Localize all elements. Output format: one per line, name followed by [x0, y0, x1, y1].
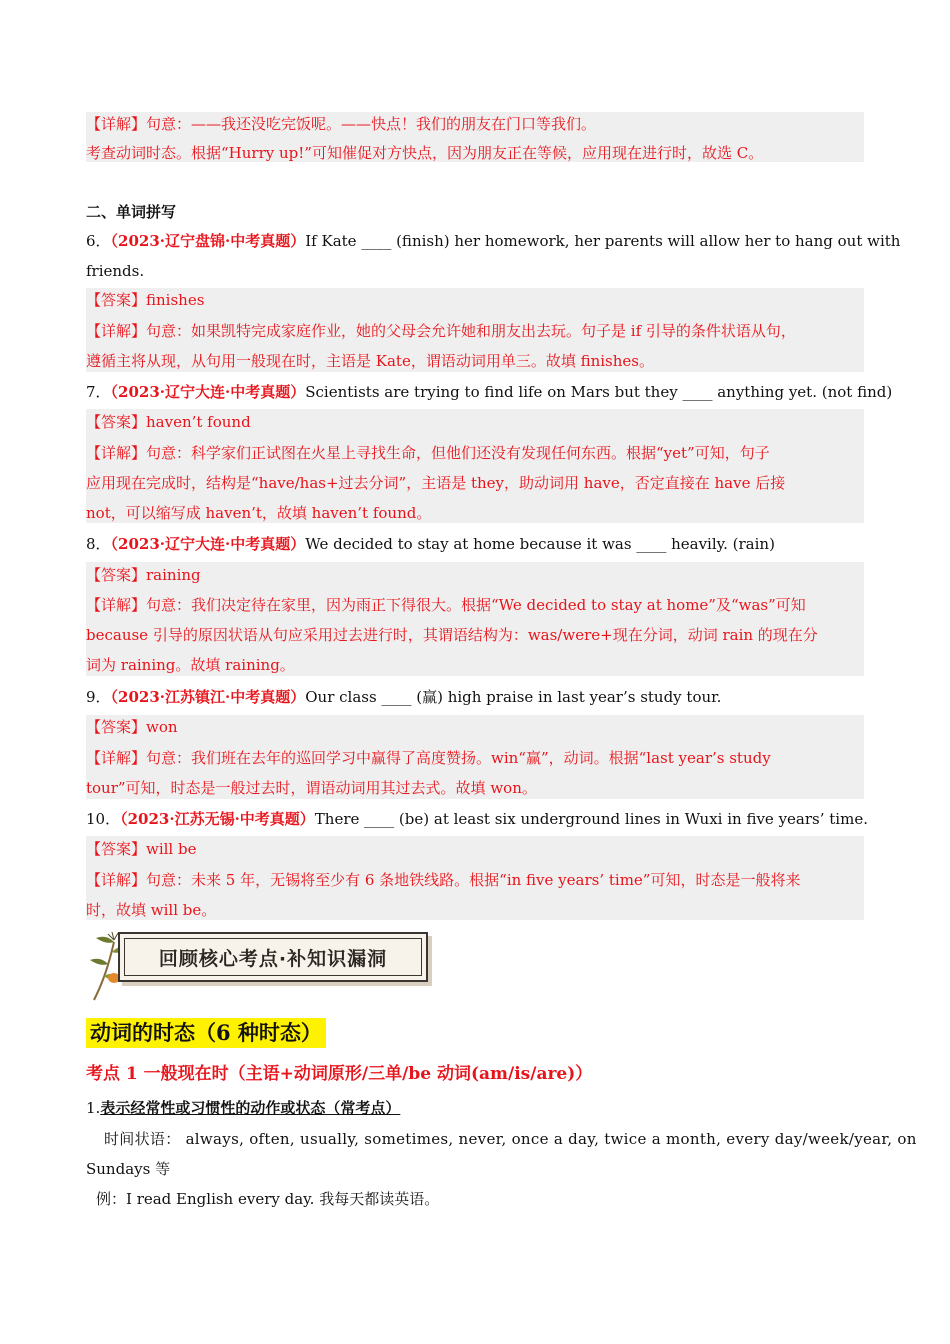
- prev-detail-line-1: 【详解】句意：——我还没吃完饭呢。——快点！我们的朋友在门口等我们。: [86, 115, 597, 133]
- question-text: There ____ (be) at least six underground lines in Wuxi in five years’ time.: [314, 810, 868, 828]
- time-adverbials-line-2: Sundays 等: [86, 1160, 171, 1178]
- review-banner: [88, 928, 428, 1002]
- question-source: （2023·辽宁大连·中考真题）: [110, 535, 306, 553]
- heading-verb-tenses: 动词的时态（6 种时态）: [86, 1018, 326, 1048]
- question-number: 8．: [86, 535, 111, 553]
- answer-8: 【答案】raining: [86, 566, 201, 584]
- question-number: 7．: [86, 383, 111, 401]
- prev-detail-line-2: 考查动词时态。根据“Hurry up!”可知催促对方快点，因为朋友正在等候，应用现在进行时，故选 C。: [86, 144, 764, 162]
- banner-title: 回顾核心考点·补知识漏洞: [124, 938, 422, 976]
- detail-8-line-2: because 引导的原因状语从句应采用过去进行时，其谓语结构为：was/were+现在分词，动词 rain 的现在分: [86, 626, 818, 644]
- question-8: [86, 529, 775, 559]
- usage-1-title: [86, 1093, 400, 1123]
- detail-6-line-2: 遵循主将从现，从句用一般现在时，主语是 Kate，谓语动词用单三。故填 finishes。: [86, 352, 654, 370]
- time-adverbials-line-1: 时间状语： always, often, usually, sometimes, never, once a day, twice a month, every day/week/year, on: [104, 1130, 917, 1148]
- detail-8-line-3: 词为 raining。故填 raining。: [86, 656, 295, 674]
- question-7: [86, 377, 892, 407]
- question-6-text-cont: friends.: [86, 262, 145, 280]
- question-source: （2023·江苏镇江·中考真题）: [110, 688, 306, 706]
- detail-7-line-3: not，可以缩写成 haven’t，故填 haven’t found。: [86, 504, 432, 522]
- detail-9-line-1: 【详解】句意：我们班在去年的巡回学习中赢得了高度赞扬。win“赢”，动词。根据“last year’s study: [86, 749, 771, 767]
- answer-10: 【答案】will be: [86, 840, 197, 858]
- detail-8-line-1: 【详解】句意：我们决定待在家里，因为雨正下得很大。根据“We decided to stay at home”及“was”可知: [86, 596, 806, 614]
- detail-10-line-1: 【详解】句意：未来 5 年，无锡将至少有 6 条地铁线路。根据“in five years’ time”可知，时态是一般将来: [86, 871, 801, 889]
- detail-6-line-1: 【详解】句意：如果凯特完成家庭作业，她的父母会允许她和朋友出去玩。句子是 if 引导的条件状语从句，: [86, 322, 796, 340]
- question-text: Our class ____ (赢) high praise in last year’s study tour.: [305, 688, 722, 706]
- question-number: 10．: [86, 810, 121, 828]
- question-9: [86, 682, 721, 712]
- detail-9-line-2: tour”可知，时态是一般过去时，谓语动词用其过去式。故填 won。: [86, 779, 537, 797]
- question-text: We decided to stay at home because it was ____ heavily. (rain): [305, 535, 775, 553]
- answer-9: 【答案】won: [86, 718, 178, 736]
- question-source: （2023·江苏无锡·中考真题）: [120, 810, 315, 828]
- detail-7-line-2: 应用现在完成时，结构是“have/has+过去分词”，主语是 they，助动词用 have，否定直接在 have 后接: [86, 474, 786, 492]
- example-sentence: 例：I read English every day. 我每天都读英语。: [96, 1190, 440, 1208]
- usage-title-text: 表示经常性或习惯性的动作或状态（常考点）: [100, 1099, 401, 1117]
- question-text: If Kate ____ (finish) her homework, her parents will allow her to hang out with: [305, 232, 901, 250]
- question-source: （2023·辽宁盘锦·中考真题）: [110, 232, 306, 250]
- heading-point-1: 考点 1 一般现在时（主语+动词原形/三单/be 动词(am/is/are)）: [86, 1064, 593, 1084]
- question-number: 6．: [86, 232, 111, 250]
- question-6: [86, 226, 900, 256]
- question-source: （2023·辽宁大连·中考真题）: [110, 383, 306, 401]
- detail-7-line-1: 【详解】句意：科学家们正试图在火星上寻找生命，但他们还没有发现任何东西。根据“yet”可知，句子: [86, 444, 770, 462]
- question-10: [86, 804, 868, 834]
- detail-10-line-2: 时，故填 will be。: [86, 901, 217, 919]
- question-number: 9．: [86, 688, 111, 706]
- answer-7: 【答案】haven’t found: [86, 413, 251, 431]
- answer-6: 【答案】finishes: [86, 291, 205, 309]
- section-title: 二、单词拼写: [86, 203, 177, 221]
- question-text: Scientists are trying to find life on Mars but they ____ anything yet. (not find): [305, 383, 893, 401]
- usage-number: 1.: [86, 1099, 101, 1117]
